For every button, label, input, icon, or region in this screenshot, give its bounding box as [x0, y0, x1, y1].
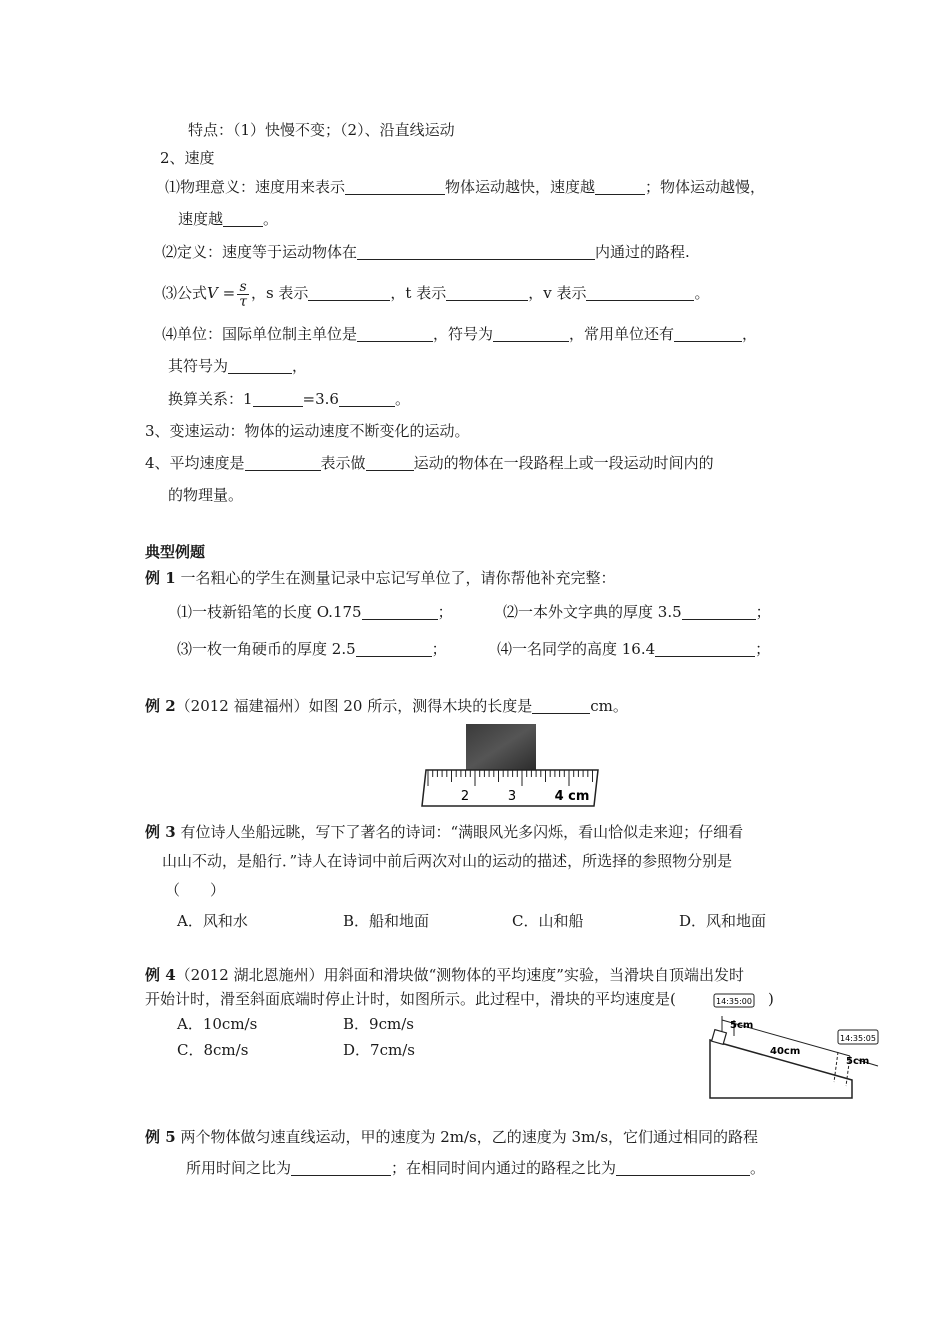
formula-text-b: ，s 表示: [250, 284, 309, 302]
average-text-a: 4、平均速度是: [145, 454, 245, 472]
example-4-text: （2012 湖北恩施州）用斜面和滑块做“测物体的平均速度”实验，当滑块自顶端出发时: [175, 966, 744, 984]
answer-blank[interactable]: [362, 603, 438, 620]
semicolon: ；: [755, 603, 771, 621]
answer-blank[interactable]: [586, 284, 694, 301]
unit-text-f: ，: [292, 357, 308, 375]
answer-blank[interactable]: [339, 390, 395, 407]
definition-text-b: 内通过的路程.: [595, 243, 690, 261]
definition-line: [162, 242, 690, 262]
wood-block: [466, 724, 536, 770]
answer-blank[interactable]: [446, 284, 528, 301]
meaning-line: [165, 177, 765, 197]
answer-blank[interactable]: [532, 697, 590, 714]
average-speed-line: [145, 453, 714, 473]
example-4-option-b[interactable]: B．9cm/s: [343, 1015, 414, 1033]
item-text: ⑵一本外文字典的厚度 3.5: [503, 603, 682, 621]
feature-line: 特点：（1）快慢不变；（2）、沿直线运动: [188, 121, 455, 139]
ruler-label-2: 2: [460, 789, 470, 804]
label-5cm-top: 5cm: [730, 1020, 754, 1031]
formula-numerator: s: [237, 280, 249, 295]
ruler-figure: [420, 722, 602, 810]
example-1-line: [145, 568, 615, 588]
example-5-line-2: [186, 1158, 765, 1178]
formula-line: [162, 278, 709, 309]
conversion-text-c: 。: [394, 390, 410, 408]
example-3-option-a[interactable]: A．风和水: [177, 912, 248, 930]
definition-text-a: ⑵定义：速度等于运动物体在: [162, 243, 358, 261]
example-1-item-2: [503, 602, 771, 622]
item-text: ⑴一枝新铅笔的长度 O.175: [177, 603, 362, 621]
answer-blank[interactable]: [291, 1159, 391, 1176]
example-4-line-1: [145, 965, 744, 985]
example-3-line-3: （ ）: [165, 881, 226, 899]
example-3-text: 有位诗人坐船远眺，写下了著名的诗词：“满眼风光多闪烁，看山恰似走来迎；仔细看: [180, 823, 744, 841]
unit-text-b: ，符号为: [433, 325, 494, 343]
example-1-item-3: [177, 639, 447, 659]
answer-blank[interactable]: [223, 210, 263, 227]
answer-blank[interactable]: [595, 178, 645, 195]
example-1-item-4: [497, 639, 770, 659]
variable-motion-line: 3、变速运动：物体的运动速度不断变化的运动。: [145, 422, 470, 440]
meaning-text-a: ⑴物理意义：速度用来表示: [165, 178, 346, 196]
answer-blank[interactable]: [655, 640, 755, 657]
answer-blank[interactable]: [253, 390, 303, 407]
slider-block: [712, 1030, 727, 1045]
example-5-text: 两个物体做匀速直线运动，甲的速度为 2m/s，乙的速度为 3m/s，它们通过相同的路程: [180, 1128, 759, 1146]
incline-figure: [700, 990, 890, 1102]
example-3-line-1: [145, 822, 743, 842]
average-speed-line-2: 的物理量。: [168, 486, 244, 504]
unit-text-e: 其符号为: [168, 357, 229, 375]
example-5-line-1: [145, 1127, 758, 1147]
example-4-line-2: 开始计时，滑至斜面底端时停止计时，如图所示。此过程中，滑块的平均速度是(: [145, 990, 676, 1008]
ruler-label-4cm: 4 cm: [554, 789, 590, 804]
example-3-option-b[interactable]: B．船和地面: [343, 912, 430, 930]
conversion-text-b: =3.6: [302, 390, 339, 408]
answer-blank[interactable]: [616, 1159, 750, 1176]
unit-text-c: ，常用单位还有: [569, 325, 675, 343]
ruler-label-3: 3: [507, 789, 517, 804]
example-5-text-b: ；在相同时间内通过的路程之比为: [391, 1159, 617, 1177]
example-1-label: 例 1: [145, 569, 176, 587]
answer-blank[interactable]: [345, 178, 445, 195]
item-text: ⑷一名同学的高度 16.4: [497, 640, 656, 658]
stopwatch-start-time: 14:35:00: [716, 997, 752, 1006]
answer-blank[interactable]: [245, 454, 321, 471]
average-text-b: 表示做: [320, 454, 366, 472]
unit-text-d: ，: [742, 325, 758, 343]
average-text-c: 运动的物体在一段路程上或一段运动时间内的: [413, 454, 714, 472]
answer-blank[interactable]: [308, 284, 390, 301]
example-1-text: 一名粗心的学生在测量记录中忘记写单位了，请你帮他补充完整：: [180, 569, 616, 587]
answer-blank[interactable]: [674, 325, 742, 342]
formula-text-a: ⑶公式: [162, 284, 208, 302]
example-3-line-2: 山山不动，是船行．”诗人在诗词中前后两次对山的运动的描述，所选择的参照物分别是: [162, 852, 733, 870]
example-3-option-c[interactable]: C．山和船: [512, 912, 584, 930]
formula-symbol: V =: [207, 284, 236, 302]
semicolon: ；: [755, 640, 771, 658]
conversion-line: [168, 389, 410, 409]
example-2-line: [145, 696, 628, 716]
example-3-label: 例 3: [145, 823, 176, 841]
speed-heading: 2、速度: [160, 149, 215, 167]
meaning-text-b: 物体运动越快，速度越: [445, 178, 596, 196]
example-4-label: 例 4: [145, 966, 176, 984]
example-4-option-a[interactable]: A．10cm/s: [177, 1015, 258, 1033]
example-2-label: 例 2: [145, 697, 176, 715]
example-4-option-c[interactable]: C．8cm/s: [177, 1041, 249, 1059]
example-5-label: 例 5: [145, 1128, 176, 1146]
examples-heading: 典型例题: [145, 543, 206, 561]
example-2-tail: cm。: [590, 697, 628, 715]
example-1-item-1: [177, 602, 453, 622]
example-5-text-c: 。: [750, 1159, 766, 1177]
semicolon: ；: [431, 640, 447, 658]
meaning-line-2: [178, 209, 278, 229]
example-2-text: （2012 福建福州）如图 20 所示，测得木块的长度是: [175, 697, 533, 715]
formula-fraction: [237, 280, 249, 309]
answer-blank[interactable]: [366, 454, 414, 471]
formula-text-d: ，v 表示: [528, 284, 587, 302]
item-text: ⑶一枚一角硬币的厚度 2.5: [177, 640, 356, 658]
formula-denominator: τ: [239, 293, 247, 310]
meaning-text-c: ；物体运动越慢，: [645, 178, 766, 196]
answer-blank[interactable]: [682, 603, 756, 620]
meaning-text-d: 速度越: [178, 210, 224, 228]
answer-blank[interactable]: [356, 640, 432, 657]
stopwatch-end-time: 14:35:05: [840, 1034, 876, 1043]
semicolon: ；: [437, 603, 453, 621]
answer-blank[interactable]: [493, 325, 569, 342]
answer-blank[interactable]: [228, 357, 292, 374]
unit-line-2: [168, 356, 307, 376]
example-4-paren-close: ): [768, 990, 774, 1008]
answer-blank[interactable]: [357, 325, 433, 342]
answer-blank[interactable]: [357, 243, 595, 260]
conversion-text-a: 换算关系：1: [168, 390, 253, 408]
meaning-text-e: 。: [263, 210, 279, 228]
formula-text-c: ，t 表示: [390, 284, 447, 302]
label-5cm-bottom: 5cm: [846, 1056, 870, 1067]
label-40cm: 40cm: [770, 1046, 801, 1057]
example-5-text-a: 所用时间之比为: [186, 1159, 292, 1177]
example-4-option-d[interactable]: D．7cm/s: [343, 1041, 415, 1059]
example-3-option-d[interactable]: D．风和地面: [679, 912, 767, 930]
unit-text-a: ⑷单位：国际单位制主单位是: [162, 325, 358, 343]
unit-line: [162, 324, 757, 344]
formula-text-e: 。: [694, 284, 710, 302]
